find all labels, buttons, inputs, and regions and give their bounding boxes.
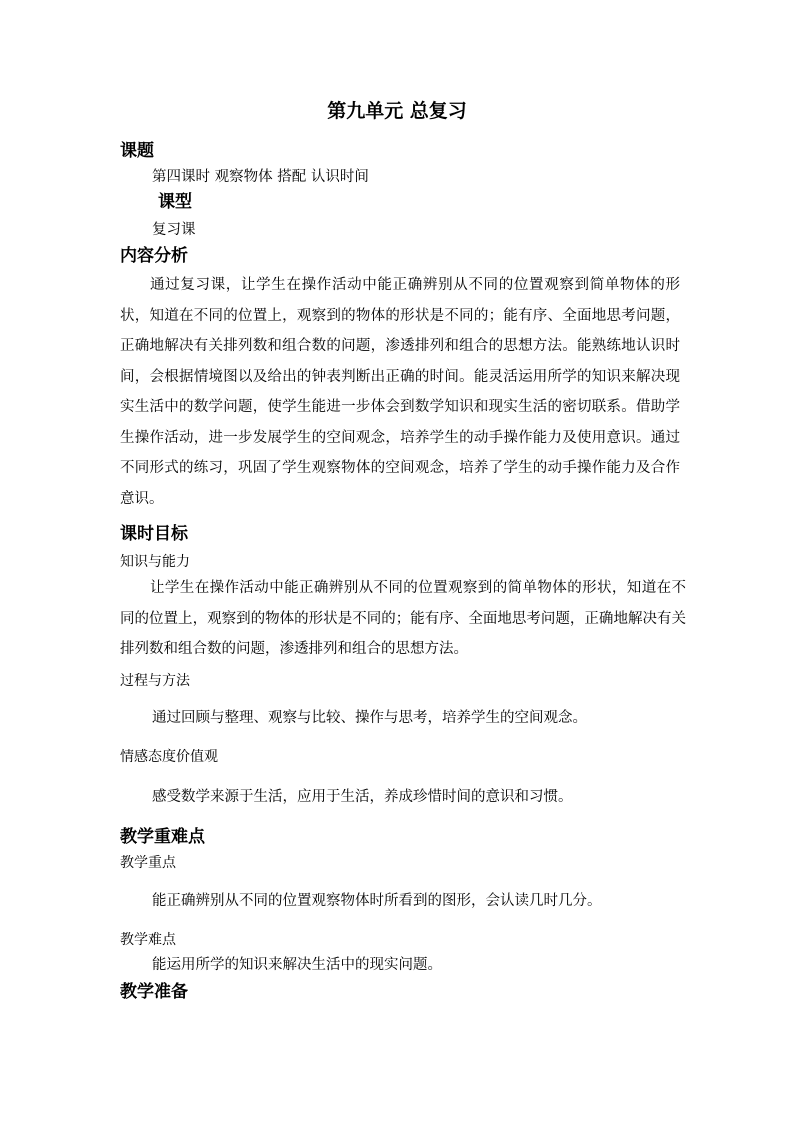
lesson-type-heading: 课型 — [158, 192, 192, 212]
content-analysis-heading: 内容分析 — [120, 246, 188, 266]
topic-heading: 课题 — [120, 141, 154, 161]
topic-text: 第四课时 观察物体 搭配 认识时间 — [152, 169, 369, 185]
knowledge-label: 知识与能力 — [120, 554, 190, 570]
objectives-heading: 课时目标 — [120, 524, 188, 544]
content-analysis-text: 通过复习课，让学生在操作活动中能正确辨别从不同的位置观察到简单物体的形状，知道在不同的位置上，观察到的物体的形状是不同的；能有序、全面地思考问题，正确地解决有关排列数和组合数的问题，渗透排列和组合的思想方法。能熟练地认识时间，会根据情境图以及给出的钟表判断出正确的时间。能灵活运用所学的知识来解决现实生活中的数学问题，使学生能进一步体会到数学知识和现实生活的密切联系。借助学生操作活动，进一步发展学生的空间观念，培养学生的动手操作能力及使用意识。通过不同形式的练习，巩固了学生观察物体的空间观念，培养了学生的动手操作能力及合作意识。 — [120, 277, 680, 507]
process-label: 过程与方法 — [120, 673, 190, 689]
page-title: 第九单元 总复习 — [327, 100, 467, 122]
emotion-label: 情感态度价值观 — [120, 749, 218, 765]
focus-text: 能正确辨别从不同的位置观察物体时所看到的图形，会认读几时几分。 — [152, 893, 602, 909]
process-text: 通过回顾与整理、观察与比较、操作与思考，培养学生的空间观念。 — [152, 710, 587, 726]
difficulty-text: 能运用所学的知识来解决生活中的现实问题。 — [152, 957, 442, 973]
focus-label: 教学重点 — [120, 855, 176, 871]
difficulty-label: 教学难点 — [120, 932, 176, 948]
emotion-text: 感受数学来源于生活，应用于生活，养成珍惜时间的意识和习惯。 — [152, 789, 573, 805]
knowledge-text: 让学生在操作活动中能正确辨别从不同的位置观察到的简单物体的形状，知道在不同的位置上，观察到的物体的形状是不同的；能有序、全面地思考问题，正确地解决有关排列数和组合数的问题，渗透排列和组合的思想方法。 — [120, 580, 686, 657]
key-points-heading: 教学重难点 — [120, 827, 205, 847]
preparation-heading: 教学准备 — [120, 982, 188, 1002]
lesson-type-text: 复习课 — [152, 222, 196, 238]
